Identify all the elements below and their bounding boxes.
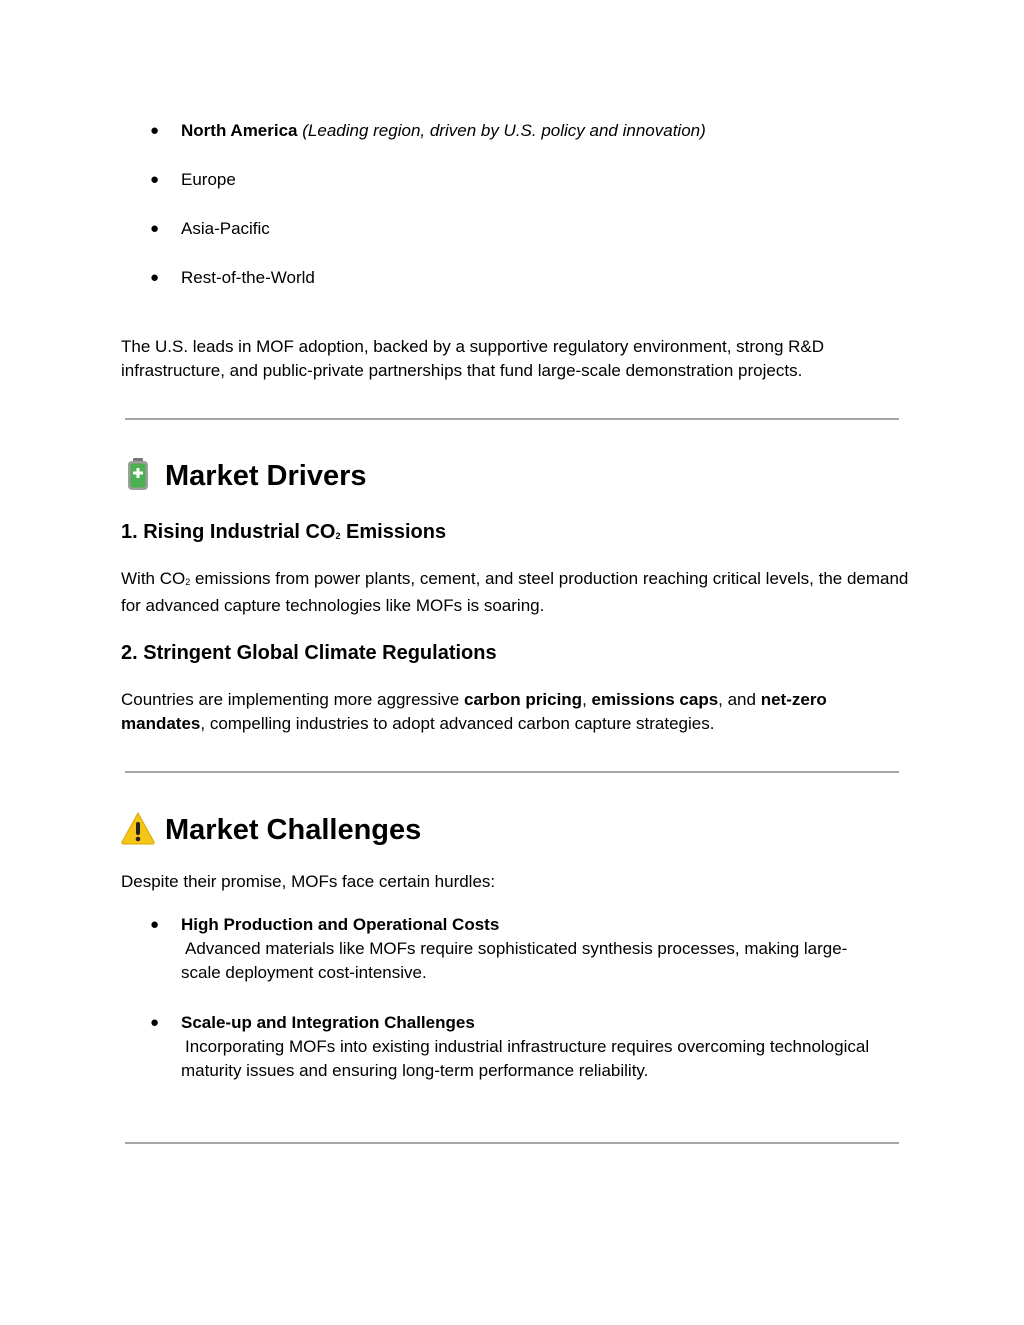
challenge-title: Scale-up and Integration Challenges [181,1013,475,1032]
challenge-body: Advanced materials like MOFs require sophisticated synthesis processes, making large-scale deployment cost-intensive. [181,939,848,982]
region-name: Rest-of-the-World [181,268,315,287]
region-name: Asia-Pacific [181,219,270,238]
emphasis: emissions caps [591,690,719,709]
battery-icon [121,457,155,491]
divider [125,1142,899,1144]
market-drivers-heading [121,457,367,494]
region-name: Europe [181,170,236,189]
warning-icon [121,811,155,845]
challenge-body: Incorporating MOFs into existing industrial infrastructure requires overcoming technological maturity issues and ensuring long-term performance reliability. [181,1037,870,1080]
bullet-icon: ● [150,269,160,286]
driver-1-heading: 1. Rising Industrial CO2 Emissions [121,521,447,543]
bullet-icon: ● [150,916,160,933]
divider [125,771,899,773]
region-note: (Leading region, driven by U.S. policy and innovation) [302,121,706,140]
driver-1-body: With CO2 emissions from power plants, cement, and steel production reaching critical levels, the demand for advanced capture technologies like MOFs is soaring. [121,569,909,615]
driver-2-body: Countries are implementing more aggressive carbon pricing, emissions caps, and net-zero mandates, compelling industries to adopt advanced carbon capture strategies. [121,690,827,733]
market-challenges-heading [121,811,421,848]
driver-2-heading: 2. Stringent Global Climate Regulations [121,642,497,664]
bullet-icon: ● [150,1014,160,1031]
challenge-title: High Production and Operational Costs [181,915,500,934]
emphasis: carbon pricing [464,690,583,709]
bullet-icon: ● [150,171,160,188]
section-title: Market Drivers [165,460,367,492]
bullet-icon: ● [150,122,160,139]
regions-summary: The U.S. leads in MOF adoption, backed by a supportive regulatory environment, strong R&D infrastructure, and public-private partnerships that fund large-scale demonstration projects. [121,337,825,380]
region-name: North America [181,121,298,140]
divider [125,418,899,420]
bullet-icon: ● [150,220,160,237]
section-title: Market Challenges [165,814,422,846]
challenges-intro: Despite their promise, MOFs face certain hurdles: [121,872,496,891]
emphasis: net-zero mandates [121,690,827,733]
